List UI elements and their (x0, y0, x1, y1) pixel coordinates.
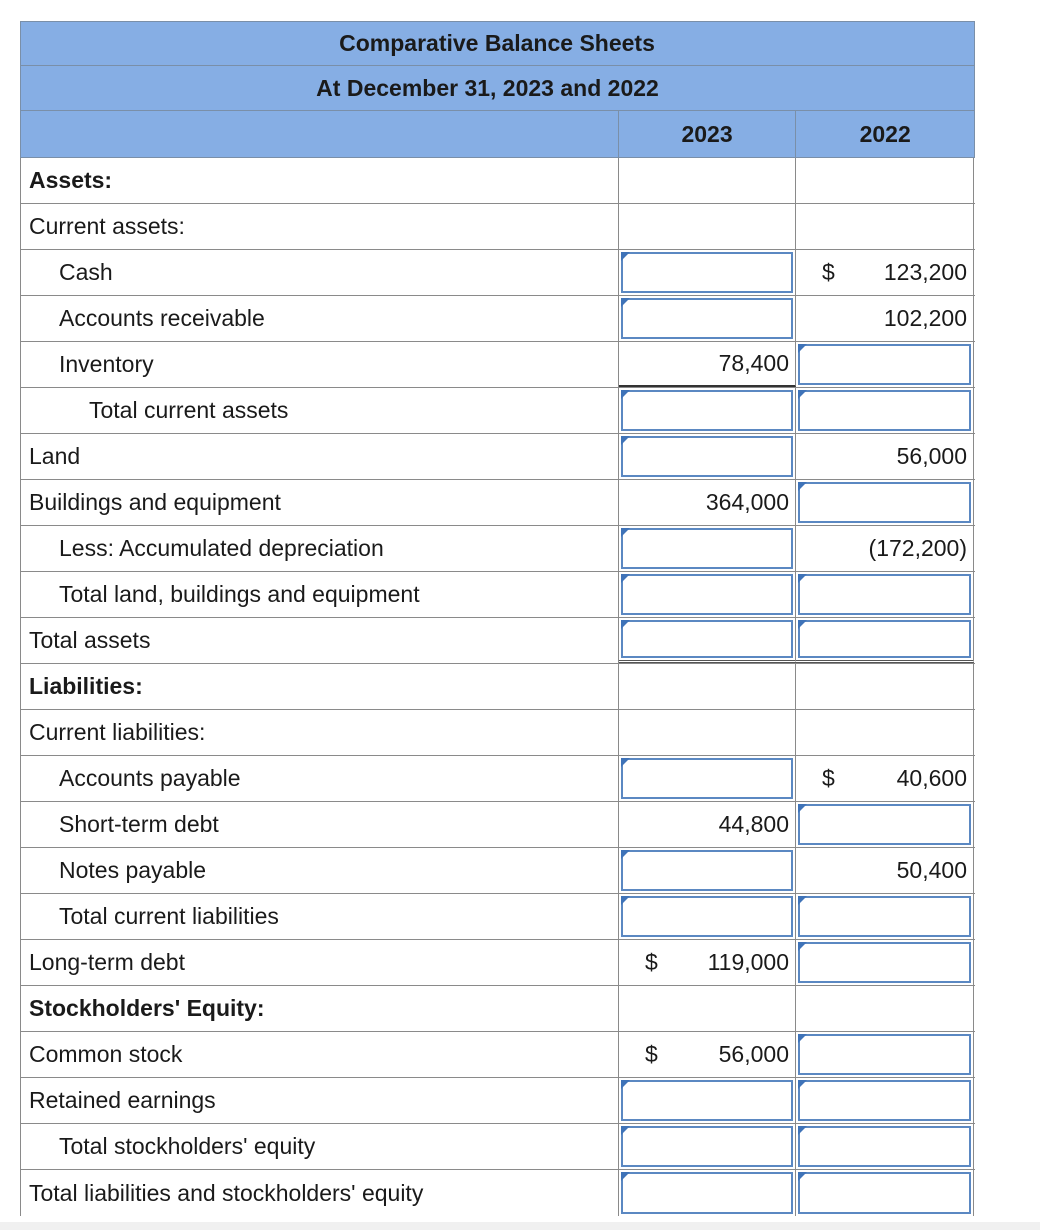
total-land-buildings-2023-input[interactable] (621, 574, 793, 615)
cell-2023 (619, 710, 796, 755)
cell-2022 (796, 480, 974, 525)
table-subtitle-row (20, 66, 975, 111)
row-label: Stockholders' Equity: (21, 986, 619, 1031)
dollar-sign: $ (645, 949, 658, 975)
table-row (21, 250, 975, 296)
cash-2022-value: 123,200 (883, 259, 967, 285)
table-row (21, 388, 975, 434)
cell-2023 (619, 756, 796, 801)
accumulated-depreciation-2023-input[interactable] (621, 528, 793, 569)
table-row (21, 618, 975, 664)
table-row (21, 342, 975, 388)
table-row (21, 158, 975, 204)
total-current-assets-2023-input[interactable] (621, 390, 793, 431)
cell-2023 (619, 158, 796, 203)
total-liabilities-equity-2022-input[interactable] (798, 1172, 971, 1214)
cell-2023 (619, 802, 796, 847)
table-title: Comparative Balance Sheets (339, 30, 655, 56)
table-subtitle: At December 31, 2023 and 2022 (316, 74, 659, 101)
cell-2023 (619, 848, 796, 893)
table-row (21, 1078, 975, 1124)
row-label: Common stock (21, 1032, 619, 1077)
cell-2023 (619, 894, 796, 939)
table-row (21, 756, 975, 802)
row-label: Current assets: (21, 204, 619, 249)
row-label: Land (21, 434, 619, 479)
cell-2022 (796, 756, 974, 801)
common-stock-2022-input[interactable] (798, 1034, 971, 1075)
column-header-2022: 2022 (796, 111, 975, 157)
cell-2022 (796, 434, 974, 479)
land-2022-value: 56,000 (896, 443, 967, 469)
cell-2022 (796, 388, 974, 433)
total-current-liabilities-2023-input[interactable] (621, 896, 793, 937)
table-row (21, 894, 975, 940)
inventory-2023-value: 78,400 (718, 350, 789, 376)
row-label: Liabilities: (21, 664, 619, 709)
table-row (21, 986, 975, 1032)
table-row (21, 1170, 975, 1216)
cell-2022 (796, 204, 974, 249)
buildings-2022-input[interactable] (798, 482, 971, 523)
row-label: Retained earnings (21, 1078, 619, 1123)
dollar-sign: $ (645, 1041, 658, 1067)
cell-2023 (619, 342, 796, 387)
total-stockholders-equity-2022-input[interactable] (798, 1126, 971, 1167)
cell-2022 (796, 526, 974, 571)
row-label: Short-term debt (21, 802, 619, 847)
buildings-2023-value: 364,000 (705, 489, 789, 515)
accumulated-depreciation-2022-value: (172,200) (868, 535, 967, 561)
long-term-debt-2023-value: 119,000 (707, 949, 789, 975)
column-header-row (20, 111, 975, 158)
total-assets-2022-input[interactable] (798, 620, 971, 658)
total-land-buildings-2022-input[interactable] (798, 574, 971, 615)
long-term-debt-2022-input[interactable] (798, 942, 971, 983)
row-label: Total liabilities and stockholders' equity (21, 1170, 619, 1216)
total-current-liabilities-2022-input[interactable] (798, 896, 971, 937)
cell-2023 (619, 572, 796, 617)
common-stock-2023-value: 56,000 (718, 1041, 789, 1067)
column-header-2023: 2023 (619, 111, 797, 157)
notes-payable-2022-value: 50,400 (896, 857, 967, 883)
table-title-row (20, 21, 975, 66)
cell-2023 (619, 526, 796, 571)
cell-2023 (619, 986, 796, 1031)
table-body (20, 158, 975, 1216)
cell-2023 (619, 1124, 796, 1169)
row-label: Accounts receivable (21, 296, 619, 341)
short-term-debt-2023-value: 44,800 (718, 811, 789, 837)
row-label: Cash (21, 250, 619, 295)
cell-2022 (796, 342, 974, 387)
page-bottom-strip (0, 1222, 1040, 1230)
row-label: Inventory (21, 342, 619, 387)
table-row (21, 664, 975, 710)
cell-2022 (796, 710, 974, 755)
row-label: Total assets (21, 618, 619, 663)
row-label: Total current liabilities (21, 894, 619, 939)
table-row (21, 940, 975, 986)
retained-earnings-2023-input[interactable] (621, 1080, 793, 1121)
table-row (21, 1032, 975, 1078)
cell-2023 (619, 388, 796, 433)
cell-2022 (796, 1078, 974, 1123)
short-term-debt-2022-input[interactable] (798, 804, 971, 845)
total-assets-2023-input[interactable] (621, 620, 793, 658)
inventory-2022-input[interactable] (798, 344, 971, 385)
cash-2023-input[interactable] (621, 252, 793, 293)
cell-2022 (796, 1170, 974, 1216)
table-row (21, 802, 975, 848)
row-label: Total current assets (21, 388, 619, 433)
cell-2022 (796, 158, 974, 203)
table-row (21, 1124, 975, 1170)
table-row (21, 480, 975, 526)
cell-2022 (796, 940, 974, 985)
dollar-sign: $ (822, 259, 835, 285)
row-label: Long-term debt (21, 940, 619, 985)
cell-2023 (619, 204, 796, 249)
row-label: Total stockholders' equity (21, 1124, 619, 1169)
cell-2023 (619, 940, 796, 985)
row-label: Accounts payable (21, 756, 619, 801)
land-2023-input[interactable] (621, 436, 793, 477)
row-label: Notes payable (21, 848, 619, 893)
cell-2022 (796, 618, 974, 663)
notes-payable-2023-input[interactable] (621, 850, 793, 891)
dollar-sign: $ (822, 765, 835, 791)
accounts-payable-2022-value: 40,600 (896, 765, 967, 791)
accounts-payable-2023-input[interactable] (621, 758, 793, 799)
cell-2022 (796, 572, 974, 617)
cell-2022 (796, 250, 974, 295)
balance-sheet-table (20, 21, 975, 1216)
table-row (21, 296, 975, 342)
cell-2023 (619, 480, 796, 525)
cell-2023 (619, 1078, 796, 1123)
cell-2023 (619, 250, 796, 295)
row-label: Total land, buildings and equipment (21, 572, 619, 617)
cell-2023 (619, 296, 796, 341)
cell-2022 (796, 848, 974, 893)
accounts-receivable-2023-input[interactable] (621, 298, 793, 339)
accounts-receivable-2022-value: 102,200 (883, 305, 967, 331)
table-row (21, 572, 975, 618)
table-row (21, 204, 975, 250)
cell-2022 (796, 986, 974, 1031)
table-row (21, 710, 975, 756)
row-label: Current liabilities: (21, 710, 619, 755)
table-row (21, 526, 975, 572)
cell-2022 (796, 664, 974, 709)
row-label: Assets: (21, 158, 619, 203)
cell-2023 (619, 618, 796, 663)
table-row (21, 434, 975, 480)
cell-2022 (796, 1124, 974, 1169)
row-label: Less: Accumulated depreciation (21, 526, 619, 571)
retained-earnings-2022-input[interactable] (798, 1080, 971, 1121)
cell-2022 (796, 1032, 974, 1077)
total-stockholders-equity-2023-input[interactable] (621, 1126, 793, 1167)
row-label: Buildings and equipment (21, 480, 619, 525)
cell-2022 (796, 296, 974, 341)
cell-2023 (619, 1032, 796, 1077)
cell-2022 (796, 894, 974, 939)
total-liabilities-equity-2023-input[interactable] (621, 1172, 793, 1214)
total-current-assets-2022-input[interactable] (798, 390, 971, 431)
table-row (21, 848, 975, 894)
cell-2023 (619, 434, 796, 479)
cell-2023 (619, 1170, 796, 1216)
cell-2023 (619, 664, 796, 709)
cell-2022 (796, 802, 974, 847)
